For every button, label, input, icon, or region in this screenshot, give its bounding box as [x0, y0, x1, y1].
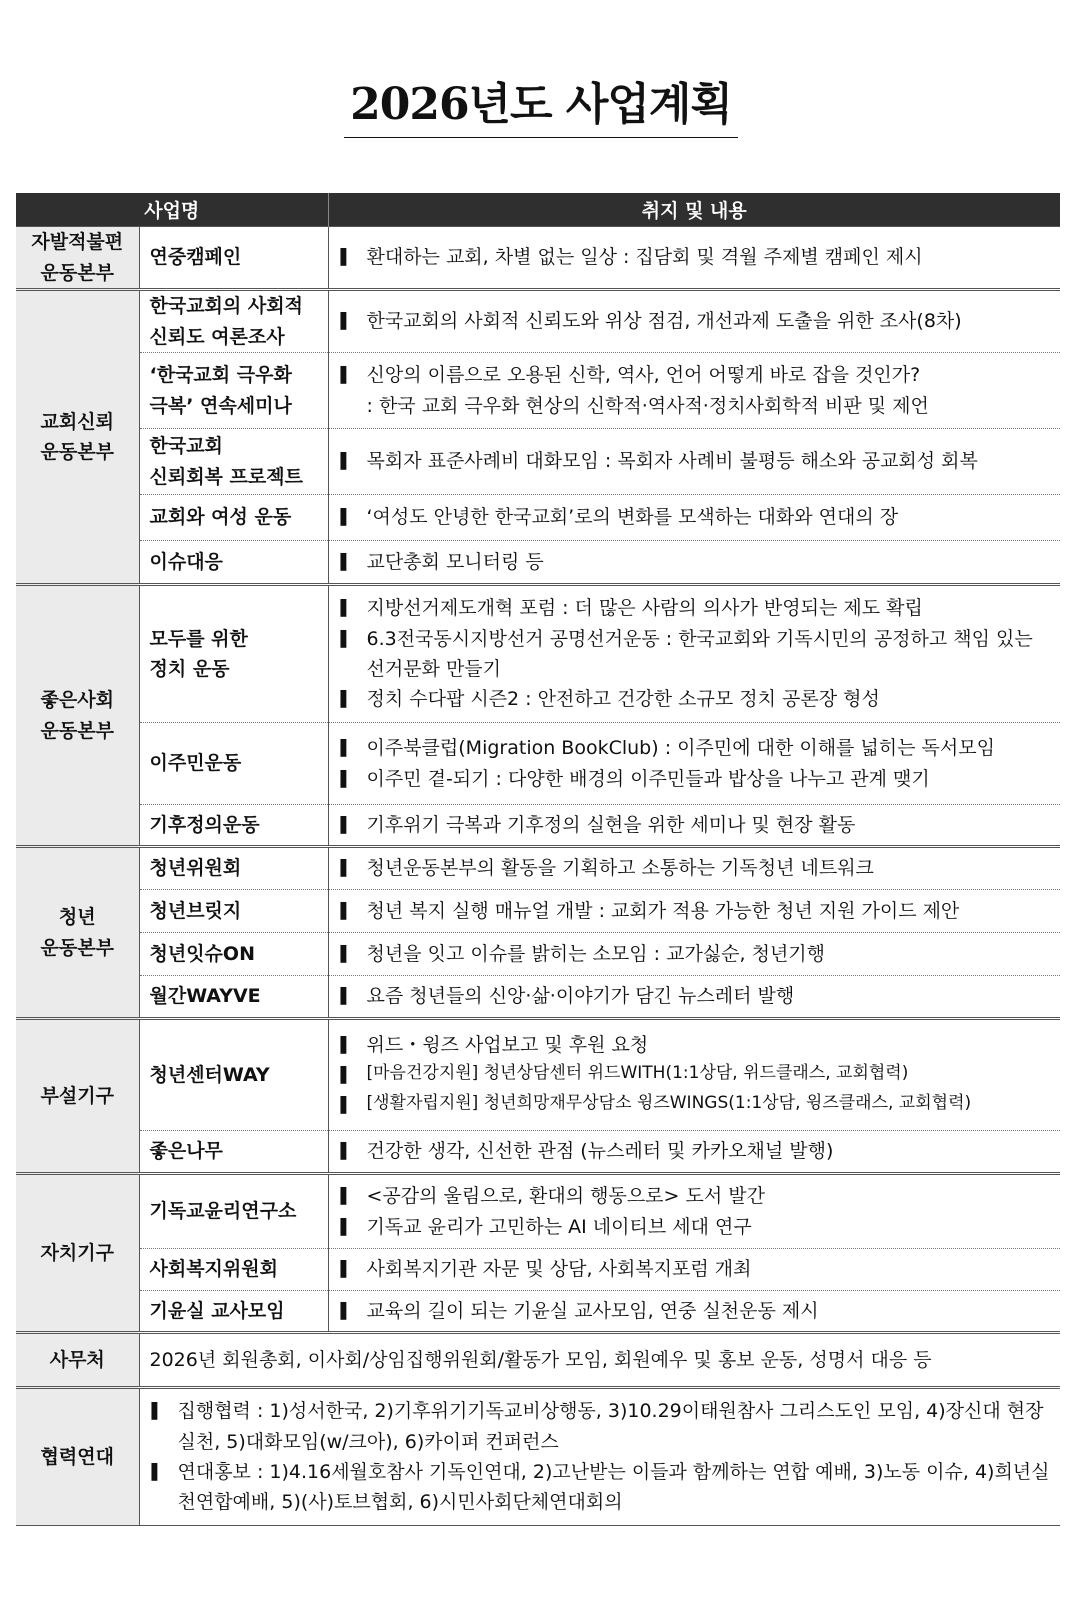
bullet-marker: ▌ — [340, 1260, 353, 1279]
page-title: 2026년도 사업계획 — [344, 80, 738, 138]
business-plan-table — [16, 193, 1060, 1526]
dept-cell — [16, 847, 139, 1019]
project-desc — [328, 890, 1060, 933]
bullet-text: 청년을 잇고 이슈를 밝히는 소모임 : 교가싫순, 청년기행 — [366, 942, 826, 965]
project-name — [139, 1174, 328, 1249]
dept-label: 자치기구 — [40, 1241, 114, 1264]
bullet-marker: ▌ — [151, 1463, 164, 1481]
bullet-item — [341, 764, 1051, 794]
bullet-marker: ▌ — [340, 987, 353, 1006]
project-desc — [328, 353, 1060, 429]
bullet-marker: ▌ — [340, 508, 353, 527]
bullet-item — [341, 242, 1051, 272]
bullet-item — [341, 1181, 1051, 1211]
bullet-text: 청년 복지 실행 매뉴얼 개발 : 교회가 적용 가능한 청년 지원 가이드 제안 — [366, 899, 960, 922]
bullet-text: 요즘 청년들의 신앙·삶·이야기가 담긴 뉴스레터 발행 — [366, 985, 795, 1008]
project-desc — [328, 429, 1060, 495]
bullet-item — [341, 810, 1051, 840]
project-name — [139, 585, 328, 723]
bullet-text: 신앙의 이름으로 오용된 신학, 역사, 언어 어떻게 바로 잡을 것인가? — [366, 364, 921, 387]
bullet-marker: ▌ — [340, 859, 353, 878]
project-desc — [328, 847, 1060, 890]
bullet-item — [341, 306, 1051, 336]
bullet-marker: ▌ — [340, 815, 353, 834]
table-row — [16, 805, 1060, 847]
project-name-text: 이슈대응 — [149, 550, 223, 573]
project-name — [139, 847, 328, 890]
bullet-marker: ▌ — [340, 629, 353, 648]
bullet-text: [생활자립지원] 청년희망재무상담소 윙즈WINGS(1:1상담, 윙즈클래스, 교회협력) — [366, 1093, 972, 1114]
bullet-marker: ▌ — [340, 452, 353, 471]
dept-cell — [16, 227, 139, 290]
bullet-text: 기후위기 극복과 기후정의 실현을 위한 세미나 및 현장 활동 — [366, 813, 856, 836]
bullet-item — [341, 360, 1051, 390]
table-row — [16, 723, 1060, 805]
bullet-text: 위드・윙즈 사업보고 및 후원 요청 — [366, 1033, 649, 1056]
table-row — [16, 1249, 1060, 1291]
project-name-text: 기윤실 교사모임 — [149, 1299, 285, 1322]
project-name-text: 사회복지위원회 — [149, 1258, 278, 1281]
bullet-marker: ▌ — [340, 248, 353, 267]
dept-cell — [16, 1333, 139, 1388]
project-name-text: 좋은나무 — [149, 1140, 223, 1163]
project-name — [139, 1249, 328, 1291]
bullet-text: 지방선거제도개혁 포럼 : 더 많은 사람의 의사가 반영되는 제도 확립 — [366, 597, 923, 620]
dept-label: 협력연대 — [40, 1445, 114, 1468]
project-name — [139, 429, 328, 495]
bullet-item — [152, 1396, 1051, 1457]
bullet-item — [341, 939, 1051, 969]
table-row — [16, 290, 1060, 353]
bullet-text: [마음건강지원] 청년상담센터 위드WITH(1:1상담, 위드클래스, 교회협력) — [366, 1063, 909, 1084]
bullet-item — [341, 593, 1051, 623]
project-name — [139, 541, 328, 585]
dept-cell — [16, 1388, 139, 1526]
table-row — [16, 890, 1060, 933]
project-name — [139, 290, 328, 353]
project-desc — [328, 585, 1060, 723]
project-name-text: 기독교윤리연구소 — [149, 1200, 297, 1223]
bullet-marker: ▌ — [340, 599, 353, 618]
project-name-text: 연중캠페인 — [149, 246, 242, 269]
bullet-item — [341, 1136, 1051, 1166]
project-desc — [328, 1019, 1060, 1131]
bullet-text: 한국교회의 사회적 신뢰도와 위상 점검, 개선과제 도출을 위한 조사(8차) — [366, 310, 962, 333]
project-name — [139, 495, 328, 541]
dept-cell — [16, 585, 139, 847]
project-name-text: 월간WAYVE — [149, 985, 261, 1008]
project-name-text: 이주민운동 — [149, 752, 242, 775]
table-row — [16, 933, 1060, 976]
bullet-marker: ▌ — [151, 1402, 164, 1421]
bullet-item — [341, 981, 1051, 1011]
bullet-item — [341, 1060, 1051, 1090]
project-name — [139, 1291, 328, 1333]
project-name-text: 한국교회 신뢰회복 프로젝트 — [149, 435, 303, 488]
project-name — [139, 1131, 328, 1174]
bullet-text: 집행협력 : 1)성서한국, 2)기후위기기독교비상행동, 3)10.29이태원참사 그리스도인 모임, 4)장신대 현장실천, 5)대화모임(w/크아), 6)카이퍼 컨퍼런스 — [177, 1400, 1044, 1453]
table-row — [16, 541, 1060, 585]
project-name-text: 청년센터WAY — [149, 1063, 270, 1086]
bullet-marker: ▌ — [340, 1301, 353, 1320]
bullet-text: 기독교 윤리가 고민하는 AI 네이티브 세대 연구 — [366, 1215, 752, 1238]
project-desc — [328, 723, 1060, 805]
project-name-text: 청년브릿지 — [149, 899, 242, 922]
table-row — [16, 1174, 1060, 1249]
bullet-marker: ▌ — [340, 312, 353, 331]
bullet-marker: ▌ — [340, 1142, 353, 1161]
dept-cell — [16, 1019, 139, 1174]
project-desc — [328, 805, 1060, 847]
table-row — [16, 1131, 1060, 1174]
table-row — [16, 1333, 1060, 1388]
office-desc: 2026년 회원총회, 이사회/상임집행위원회/활동가 모임, 회원예우 및 홍보 운동, 성명서 대응 등 — [139, 1333, 1060, 1388]
bullet-marker: ▌ — [340, 1066, 353, 1085]
dept-label: 부설기구 — [40, 1084, 114, 1107]
bullet-item — [341, 1212, 1051, 1242]
project-desc — [328, 1249, 1060, 1291]
continuation-text: : 한국 교회 극우화 현상의 신학적·역사적·정치사회학적 비판 및 제언 — [366, 394, 929, 417]
bullet-item — [341, 1030, 1051, 1060]
project-desc — [328, 1291, 1060, 1333]
dept-label: 자발적불편 운동본부 — [31, 231, 124, 284]
bullet-text: 교육의 길이 되는 기윤실 교사모임, 연중 실천운동 제시 — [366, 1299, 819, 1322]
project-name — [139, 933, 328, 976]
table-row — [16, 1019, 1060, 1131]
bullet-item — [152, 1457, 1051, 1518]
table-row — [16, 585, 1060, 723]
bullet-text: ‘여성도 안녕한 한국교회’로의 변화를 모색하는 대화와 연대의 장 — [366, 506, 899, 529]
table-row — [16, 227, 1060, 290]
bullet-marker: ▌ — [340, 769, 353, 788]
project-name — [139, 805, 328, 847]
project-desc — [328, 976, 1060, 1019]
table-header-row — [16, 193, 1060, 227]
dept-cell — [16, 290, 139, 585]
bullet-marker: ▌ — [340, 366, 353, 385]
bullet-marker: ▌ — [340, 552, 353, 571]
bullet-item — [341, 446, 1051, 476]
project-name-text: 청년위원회 — [149, 857, 242, 880]
bullet-marker: ▌ — [340, 739, 353, 758]
project-desc — [328, 1131, 1060, 1174]
bullet-text: 목회자 표준사례비 대화모임 : 목회자 사례비 불평등 해소와 공교회성 회복 — [366, 450, 978, 473]
project-name — [139, 890, 328, 933]
project-name-text: 모두를 위한 정치 운동 — [149, 627, 248, 680]
dept-label: 좋은사회 운동본부 — [40, 689, 114, 742]
bullet-marker: ▌ — [340, 1217, 353, 1236]
project-desc — [328, 290, 1060, 353]
table-row — [16, 976, 1060, 1019]
header-business-name: 사업명 — [16, 193, 328, 227]
bullet-text: 정치 수다팝 시즌2 : 안전하고 건강한 소규모 정치 공론장 형성 — [366, 688, 880, 711]
bullet-marker: ▌ — [340, 1035, 353, 1054]
table-row — [16, 495, 1060, 541]
bullet-item — [341, 502, 1051, 532]
bullet-item — [341, 684, 1051, 714]
bullet-item — [341, 1254, 1051, 1284]
project-name-text: 한국교회의 사회적 신뢰도 여론조사 — [149, 295, 303, 348]
project-desc — [328, 1174, 1060, 1249]
project-name — [139, 227, 328, 290]
bullet-text: 환대하는 교회, 차별 없는 일상 : 집담회 및 격월 주제별 캠페인 제시 — [366, 246, 923, 269]
project-name — [139, 976, 328, 1019]
bullet-text: 이주민 곁-되기 : 다양한 배경의 이주민들과 밥상을 나누고 관계 맺기 — [366, 767, 930, 790]
bullet-text: 이주북클럽(Migration BookClub) : 이주민에 대한 이해를 넓히는 독서모임 — [366, 737, 995, 760]
bullet-text: <공감의 울림으로, 환대의 행동으로> 도서 발간 — [366, 1185, 765, 1208]
dept-label: 청년 운동본부 — [40, 906, 114, 959]
project-name — [139, 353, 328, 429]
bullet-item — [341, 1090, 1051, 1120]
title-wrap — [0, 80, 1082, 138]
table-row — [16, 353, 1060, 429]
dept-label: 교회신뢰 운동본부 — [40, 410, 114, 463]
project-desc — [328, 227, 1060, 290]
project-name-text: 청년잇슈ON — [149, 942, 255, 965]
project-desc — [328, 541, 1060, 585]
dept-label: 사무처 — [49, 1348, 105, 1371]
bullet-item — [341, 1296, 1051, 1326]
project-desc — [139, 1388, 1060, 1526]
bullet-item — [341, 853, 1051, 883]
bullet-text: 교단총회 모니터링 등 — [366, 550, 544, 573]
project-name — [139, 1019, 328, 1131]
bullet-marker: ▌ — [340, 1096, 353, 1115]
table-row — [16, 847, 1060, 890]
table-row — [16, 1388, 1060, 1526]
bullet-item — [341, 624, 1051, 685]
bullet-marker: ▌ — [340, 944, 353, 963]
project-name-text: ‘한국교회 극우화 극복’ 연속세미나 — [149, 364, 292, 417]
project-name-text: 기후정의운동 — [149, 813, 260, 836]
bullet-text: 건강한 생각, 신선한 관점 (뉴스레터 및 카카오채널 발행) — [366, 1140, 834, 1163]
bullet-marker: ▌ — [340, 901, 353, 920]
bullet-text: 6.3전국동시지방선거 공명선거운동 : 한국교회와 기독시민의 공정하고 책임 있는 선거문화 만들기 — [366, 627, 1033, 680]
header-purpose-content: 취지 및 내용 — [328, 193, 1060, 227]
bullet-text: 사회복지기관 자문 및 상담, 사회복지포럼 개최 — [366, 1258, 752, 1281]
project-name — [139, 723, 328, 805]
project-desc — [328, 495, 1060, 541]
table-row — [16, 1291, 1060, 1333]
project-desc — [328, 933, 1060, 976]
bullet-text: 청년운동본부의 활동을 기획하고 소통하는 기독청년 네트워크 — [366, 857, 874, 880]
bullet-item — [341, 896, 1051, 926]
bullet-marker: ▌ — [340, 690, 353, 709]
dept-cell — [16, 1174, 139, 1333]
bullet-item — [341, 733, 1051, 763]
bullet-text: 연대홍보 : 1)4.16세월호참사 기독인연대, 2)고난받는 이들과 함께하는 연합 예배, 3)노동 이슈, 4)희년실천연합예배, 5)(사)토브협회, 6)시민사회단체연대회의 — [177, 1461, 1050, 1514]
table-row — [16, 429, 1060, 495]
project-name-text: 교회와 여성 운동 — [149, 506, 292, 529]
bullet-item — [341, 547, 1051, 577]
bullet-marker: ▌ — [340, 1187, 353, 1206]
